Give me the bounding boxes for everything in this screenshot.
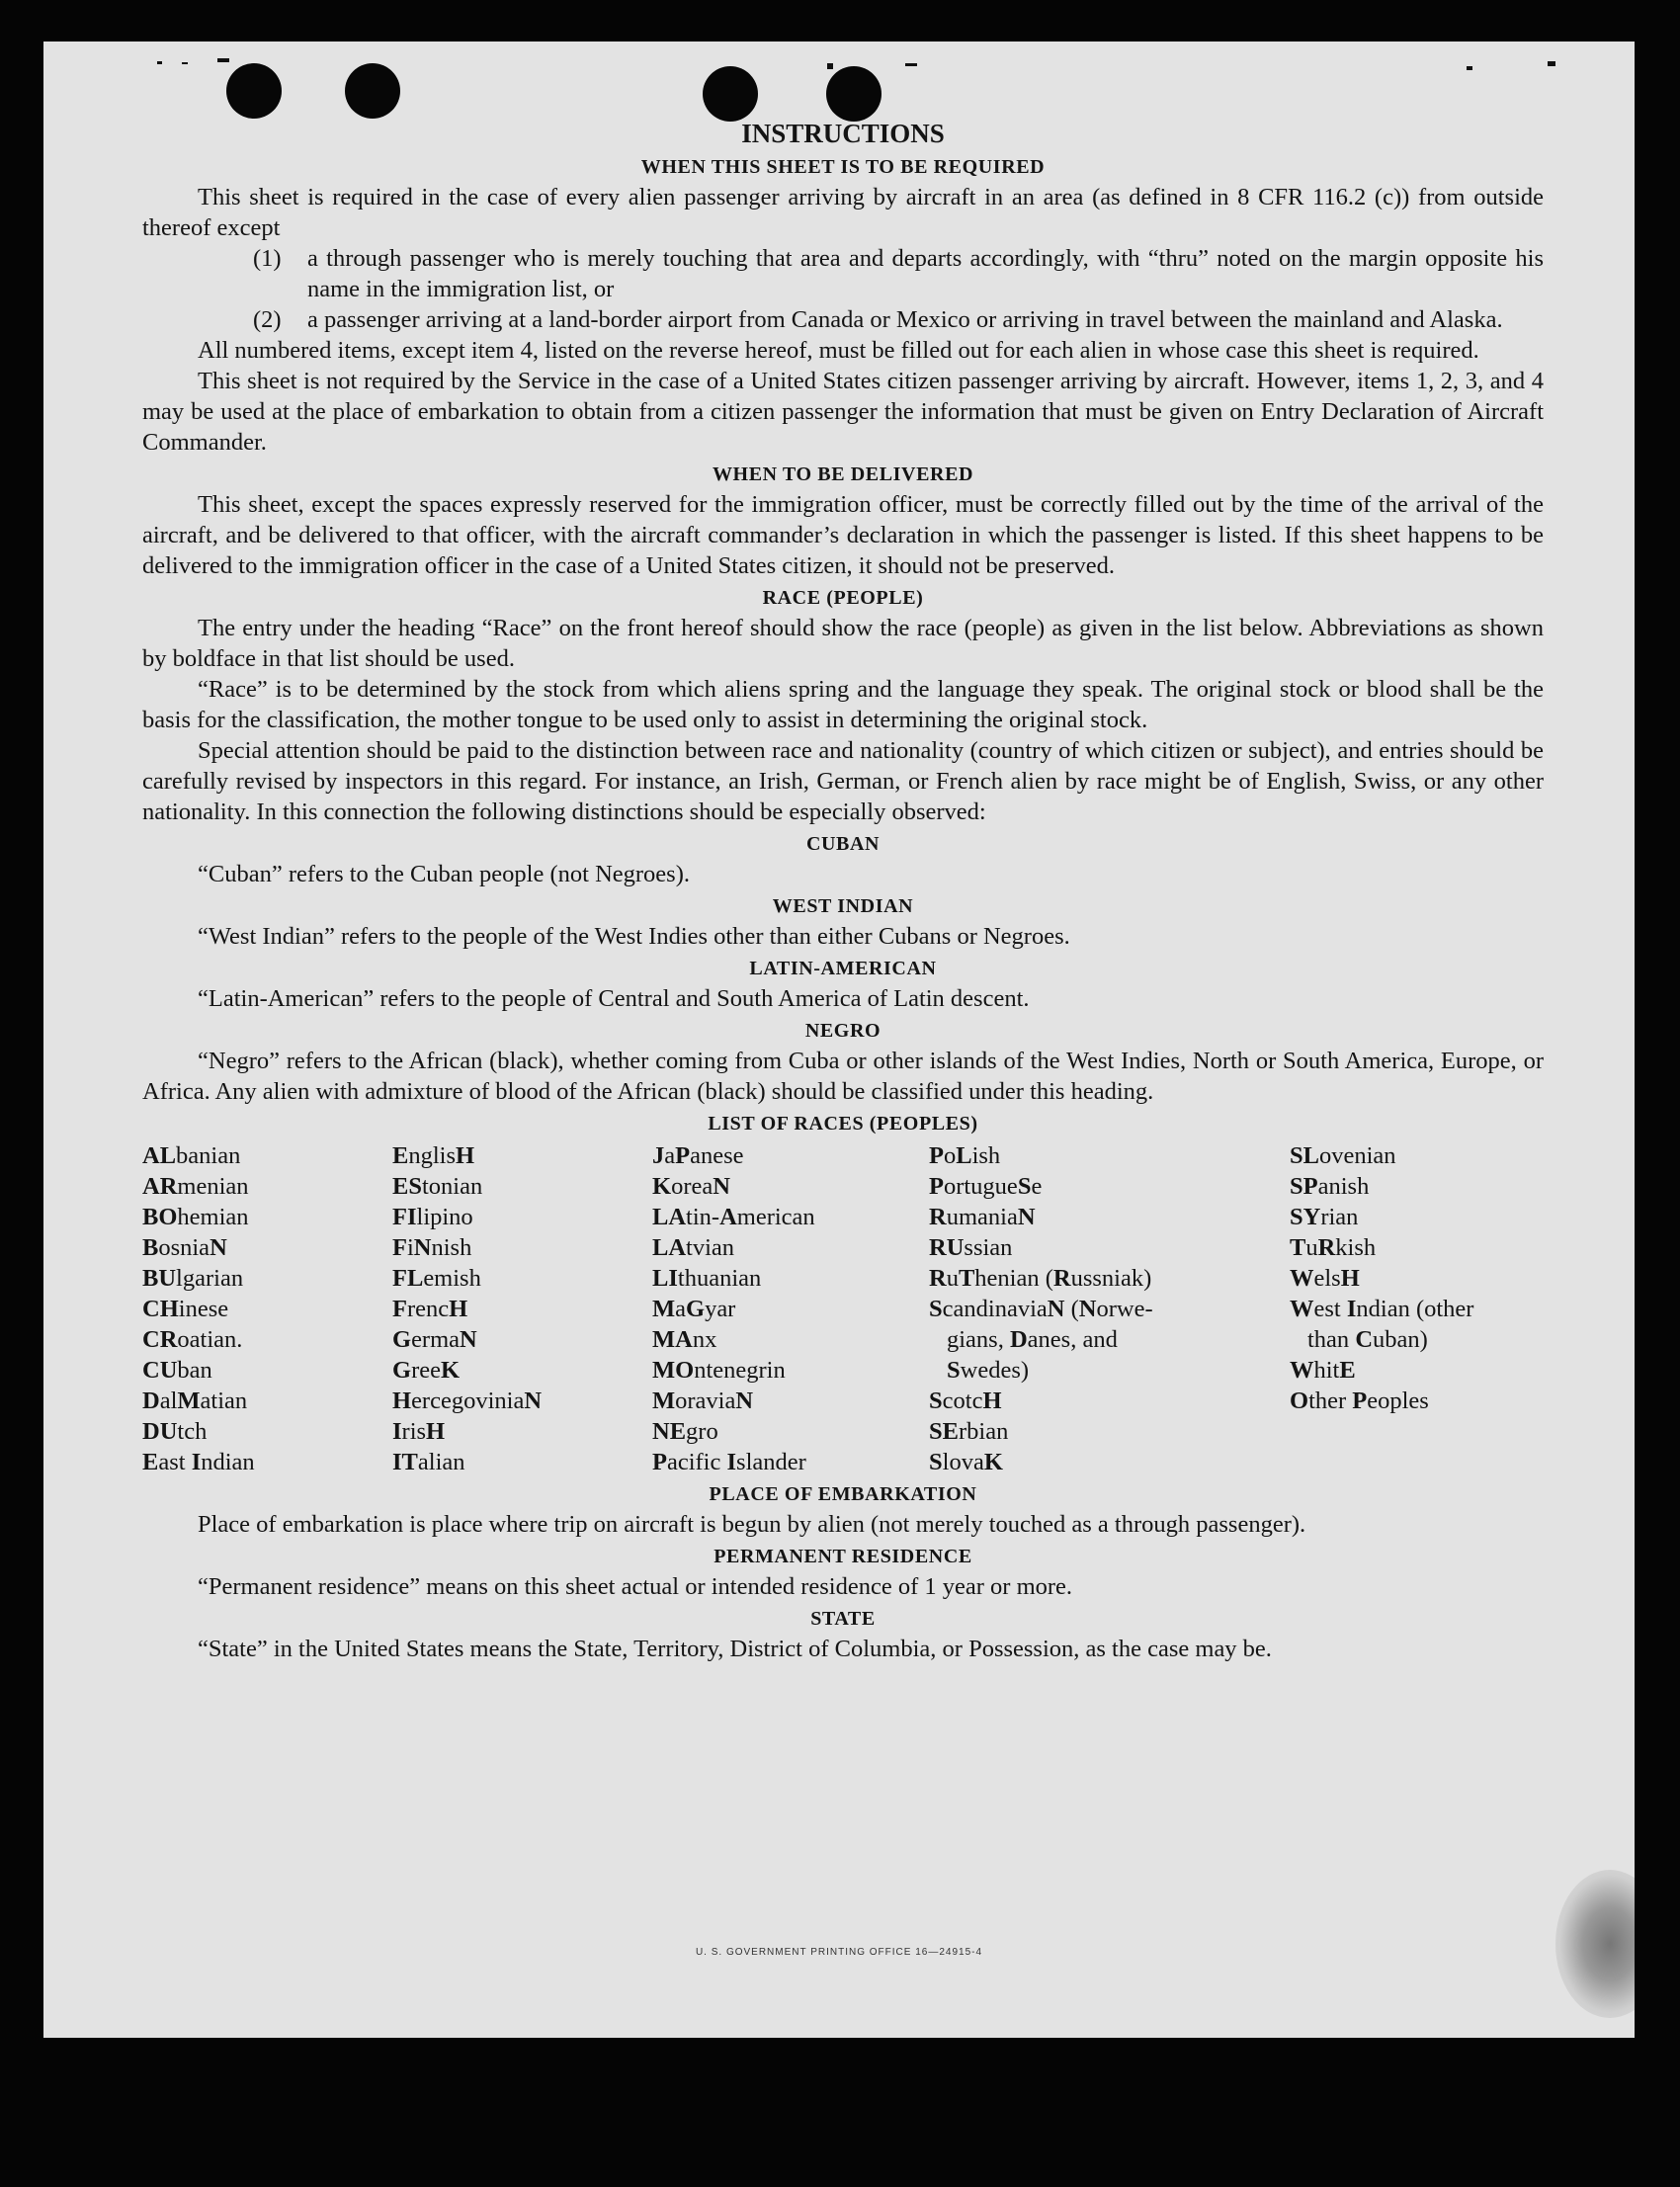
paragraph: “Permanent residence” means on this sheet actual or intended residence of 1 year or more. xyxy=(198,1573,1073,1600)
punch-hole xyxy=(226,63,282,119)
speck xyxy=(217,58,229,62)
race-item: KoreaN xyxy=(652,1173,730,1200)
numbered-item xyxy=(253,304,1544,335)
paragraph: All numbered items, except item 4, listed on the reverse hereof, must be filled out for each alien in whose case this sheet is required. xyxy=(198,337,1479,364)
race-item: East Indian xyxy=(142,1449,255,1475)
race-item: MOntenegrin xyxy=(652,1357,786,1384)
instructions-body xyxy=(142,117,1544,1664)
paragraph: “West Indian” refers to the people of the West Indies other than either Cubans or Negroes. xyxy=(198,923,1070,950)
race-item: ITalian xyxy=(392,1449,465,1475)
section-heading: WHEN TO BE DELIVERED xyxy=(712,463,974,485)
race-item: Pacific Islander xyxy=(652,1449,806,1475)
paragraph: “Cuban” refers to the Cuban people (not Negroes). xyxy=(198,861,690,887)
paragraph: “Negro” refers to the African (black), whether coming from Cuba or other islands of the West Indies, North or South America, Europe, or Africa. Any alien with admixture of blood of the African (black) should be classified under this heading. xyxy=(142,1048,1544,1105)
race-item: BosniaN xyxy=(142,1234,227,1261)
race-item: ALbanian xyxy=(142,1142,241,1169)
page-title: INSTRUCTIONS xyxy=(741,119,945,148)
race-item: SYrian xyxy=(1290,1204,1359,1230)
race-column xyxy=(142,1140,392,1477)
race-item: gians, Danes, and xyxy=(947,1326,1118,1353)
speck xyxy=(157,61,162,64)
race-item: CRoatian. xyxy=(142,1326,243,1353)
race-item: NEgro xyxy=(652,1418,718,1445)
race-item: CUban xyxy=(142,1357,212,1384)
race-item: SPanish xyxy=(1290,1173,1370,1200)
race-item: ScotcH xyxy=(929,1388,1002,1414)
speck xyxy=(905,63,917,66)
speck xyxy=(1548,61,1555,66)
race-item: West Indian (other xyxy=(1290,1296,1474,1322)
printer-imprint: U. S. GOVERNMENT PRINTING OFFICE 16—24915-4 xyxy=(695,1947,983,1958)
document-page xyxy=(43,42,1635,2038)
race-column xyxy=(1290,1140,1544,1477)
section-heading: WEST INDIAN xyxy=(772,895,914,917)
race-column xyxy=(392,1140,652,1477)
race-item: ARmenian xyxy=(142,1173,249,1200)
punch-hole xyxy=(703,66,758,122)
race-item: SErbian xyxy=(929,1418,1009,1445)
race-item: LAtvian xyxy=(652,1234,735,1261)
section-heading: CUBAN xyxy=(805,833,881,855)
punch-hole xyxy=(826,66,882,122)
race-item: RuThenian (Russniak) xyxy=(929,1265,1152,1292)
section-heading: LATIN-AMERICAN xyxy=(749,958,937,979)
race-item: TuRkish xyxy=(1290,1234,1377,1261)
race-item: PortugueSe xyxy=(929,1173,1043,1200)
race-item: BOhemian xyxy=(142,1204,249,1230)
section-heading: RACE (PEOPLE) xyxy=(762,587,924,609)
race-item: RUssian xyxy=(929,1234,1013,1261)
race-item: than Cuban) xyxy=(1307,1326,1428,1353)
race-item: IrisH xyxy=(392,1418,446,1445)
race-item: MaGyar xyxy=(652,1296,736,1322)
race-item: SlovaK xyxy=(929,1449,1003,1475)
page-stain xyxy=(1555,1870,1635,2018)
section-heading: LIST OF RACES (PEOPLES) xyxy=(708,1113,978,1135)
paragraph: Special attention should be paid to the distinction between race and nationality (country of which citizen or subject), and entries should be carefully revised by inspectors in this regard. For instance, an Irish, German, or French alien by race might be of English, Swiss, or any other nationality. In this connection the following distinctions should be especially observed: xyxy=(142,737,1544,825)
paragraph: “Latin-American” refers to the people of Central and South America of Latin descent. xyxy=(198,985,1030,1012)
paragraph: The entry under the heading “Race” on the front hereof should show the race (people) as given in the list below. Abbreviations as shown by boldface in that list should be used. xyxy=(142,615,1544,672)
race-item: GermaN xyxy=(392,1326,477,1353)
item-number: (2) xyxy=(253,306,282,333)
race-item: DalMatian xyxy=(142,1388,248,1414)
race-item: RumaniaN xyxy=(929,1204,1036,1230)
race-item: WelsH xyxy=(1290,1265,1360,1292)
speck xyxy=(1467,66,1472,70)
section-heading: PLACE OF EMBARKATION xyxy=(709,1483,977,1505)
item-text: a through passenger who is merely touching that area and departs accordingly, with “thru” noted on the margin opposite his name in the immigration list, or xyxy=(307,245,1544,302)
paragraph: This sheet, except the spaces expressly reserved for the immigration officer, must be correctly filled out by the time of the arrival of the aircraft, and be delivered to that officer, with the aircraft commander’s declaration in which the passenger is listed. If this sheet happens to be delivered to the immigration officer in the case of a United States citizen, it should not be preserved. xyxy=(142,491,1544,579)
punch-hole xyxy=(345,63,400,119)
race-item: ScandinaviaN (Norwe- xyxy=(929,1296,1153,1322)
race-item: FiNnish xyxy=(392,1234,472,1261)
race-list xyxy=(142,1140,1544,1477)
race-item: DUtch xyxy=(142,1418,208,1445)
race-item: WhitE xyxy=(1290,1357,1356,1384)
race-item: CHinese xyxy=(142,1296,229,1322)
paragraph: “State” in the United States means the State, Territory, District of Columbia, or Possession, as the case may be. xyxy=(198,1636,1272,1662)
paragraph: This sheet is not required by the Service in the case of a United States citizen passenger arriving by aircraft. However, items 1, 2, 3, and 4 may be used at the place of embarkation to obtain from a citizen passenger the information that must be given on Entry Declaration of Aircraft Commander. xyxy=(142,368,1544,456)
race-item: MoraviaN xyxy=(652,1388,754,1414)
item-text: a passenger arriving at a land-border airport from Canada or Mexico or arriving in travel between the mainland and Alaska. xyxy=(307,306,1503,333)
race-item: GreeK xyxy=(392,1357,461,1384)
section-heading: STATE xyxy=(810,1608,876,1630)
race-item: PoLish xyxy=(929,1142,1001,1169)
race-item: SLovenian xyxy=(1290,1142,1396,1169)
race-item: LIthuanian xyxy=(652,1265,762,1292)
numbered-item xyxy=(253,243,1544,304)
race-item: JaPanese xyxy=(652,1142,744,1169)
paragraph: Place of embarkation is place where trip on aircraft is begun by alien (not merely touched as a through passenger). xyxy=(198,1511,1306,1538)
race-item: HercegoviniaN xyxy=(392,1388,543,1414)
race-column xyxy=(652,1140,929,1477)
race-item: EStonian xyxy=(392,1173,483,1200)
race-item: EnglisH xyxy=(392,1142,475,1169)
race-item: Other Peoples xyxy=(1290,1388,1429,1414)
race-item: LAtin-American xyxy=(652,1204,815,1230)
item-number: (1) xyxy=(253,245,282,272)
race-item: BUlgarian xyxy=(142,1265,244,1292)
paragraph: “Race” is to be determined by the stock from which aliens spring and the language they speak. The original stock or blood shall be the basis for the classification, the mother tongue to be used only to assist in determining the original stock. xyxy=(142,676,1544,733)
section-heading: PERMANENT RESIDENCE xyxy=(714,1546,972,1567)
race-item: MAnx xyxy=(652,1326,717,1353)
speck xyxy=(182,62,188,64)
speck xyxy=(827,63,833,69)
section-heading: NEGRO xyxy=(804,1020,882,1042)
paragraph: This sheet is required in the case of every alien passenger arriving by aircraft in an area (as defined in 8 CFR 116.2 (c)) from outside thereof except xyxy=(142,184,1544,241)
race-column xyxy=(929,1140,1290,1477)
race-item: Swedes) xyxy=(947,1357,1030,1384)
race-item: FrencH xyxy=(392,1296,468,1322)
race-item: FLemish xyxy=(392,1265,481,1292)
section-heading: WHEN THIS SHEET IS TO BE REQUIRED xyxy=(640,156,1046,178)
race-item: FIlipino xyxy=(392,1204,473,1230)
